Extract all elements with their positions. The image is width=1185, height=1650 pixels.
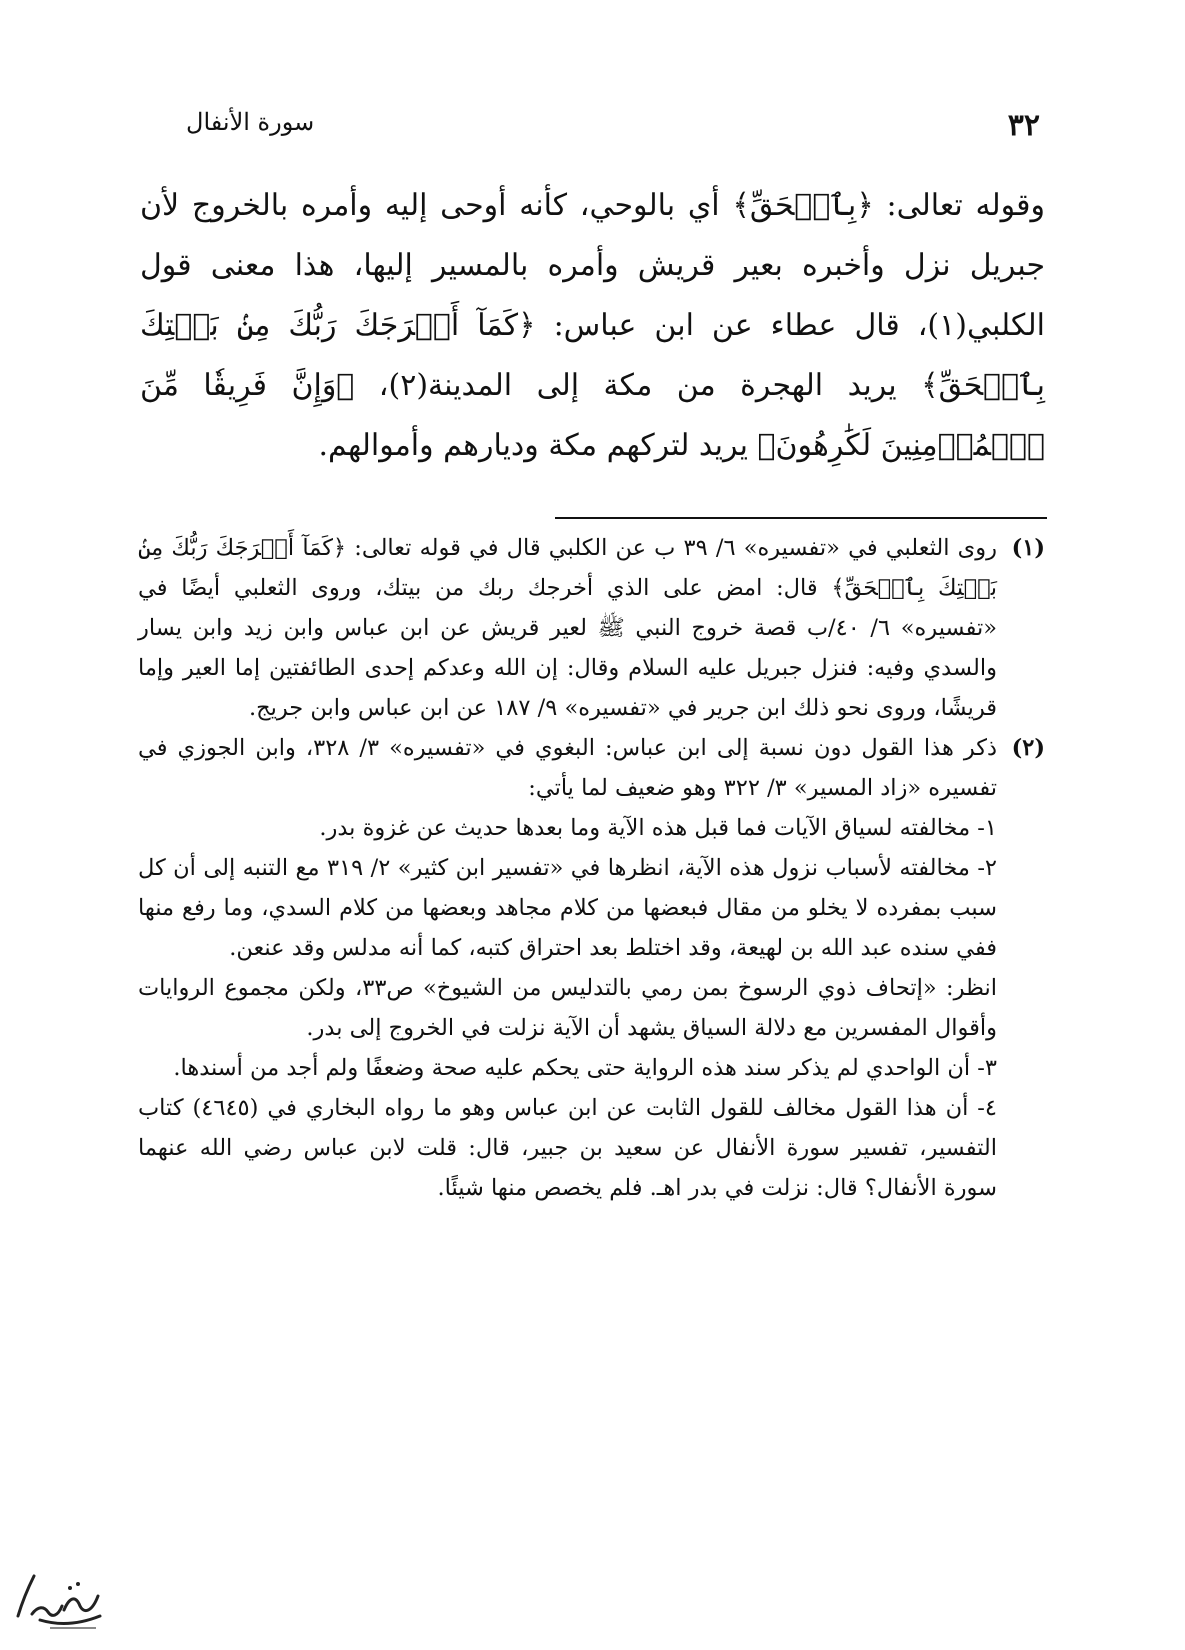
footnote-divider — [555, 517, 1047, 519]
footnote-paragraph: ٣- أن الواحدي لم يذكر سند هذه الرواية حتى يحكم عليه صحة وضعفًا ولم أجد من أسندها. — [173, 1055, 997, 1081]
footnote-2 — [138, 728, 1045, 1208]
calligraphy-logo-icon — [10, 1566, 106, 1636]
footnote-paragraph: ١- مخالفته لسياق الآيات فما قبل هذه الآية وما بعدها حديث عن غزوة بدر. — [319, 815, 997, 841]
footnote-body — [138, 528, 997, 728]
footnote-number: (٢) — [1011, 735, 1045, 761]
surah-title: سورة الأنفال — [186, 108, 315, 136]
page-number: ٣٢ — [1007, 108, 1040, 143]
footnotes — [138, 528, 1045, 1208]
footnote-paragraph: ذكر هذا القول دون نسبة إلى ابن عباس: البغوي في «تفسيره» ٣/ ٣٢٨، وابن الجوزي في تفسيره «زاد المسير» ٣/ ٣٢٢ وهو ضعيف لما يأتي: — [138, 735, 998, 801]
footnote-number: (١) — [1011, 535, 1045, 561]
main-paragraph: وقوله تعالى: ﴿بِٱلۡحَقِّ﴾ أي بالوحي، كأنه أوحى إليه وأمره بالخروج لأن جبريل نزل وأخبره بعير قريش وأمره بالمسير إليها، هذا معنى قول الكلبي(١)، قال عطاء عن ابن عباس: ﴿كَمَآ أَخۡرَجَكَ رَبُّكَ مِنۢ بَيۡتِكَ بِٱلۡحَقِّ﴾ يريد الهجرة من مكة إلى المدينة(٢)، ﴿وَإِنَّ فَرِيقٗا مِّنَ ٱلۡمُؤۡمِنِينَ لَكَٰرِهُونَ﴾ يريد لتركهم مكة وديارهم وأموالهم. — [140, 188, 1045, 463]
footnote-paragraph: روى الثعلبي في «تفسيره» ٦/ ٣٩ ب عن الكلبي قال في قوله تعالى: ﴿كَمَآ أَخۡرَجَكَ رَبُّكَ مِنۢ بَيۡتِكَ بِٱلۡحَقِّ﴾ قال: امض على الذي أخرجك ربك من بيتك، وروى الثعلبي أيضًا في «تفسيره» ٦/ ٤٠/ب قصة خروج النبي ﷺ لعير قريش عن ابن عباس وابن زيد وابن يسار والسدي وفيه: فنزل جبريل عليه السلام وقال: إن الله وعدكم إحدى الطائفتين إما العير وإما قريشًا، وروى نحو ذلك ابن جرير في «تفسيره» ٩/ ١٨٧ عن ابن عباس وابن جريج. — [138, 535, 998, 721]
page-header — [170, 100, 1040, 150]
footnote-body — [138, 728, 997, 1208]
footnote-paragraph: ٢- مخالفته لأسباب نزول هذه الآية، انظرها في «تفسير ابن كثير» ٢/ ٣١٩ مع التنبه إلى أن كل سبب بمفرده لا يخلو من مقال فبعضها من كلام مجاهد وبعضها من كلام السدي، وما رفع منها ففي سنده عبد الله بن لهيعة، وقد اختلط بعد احتراق كتبه، كما أنه مدلس وقد عنعن. — [138, 855, 998, 961]
watermark-logo — [10, 1566, 106, 1636]
footnote-paragraph: انظر: «إتحاف ذوي الرسوخ بمن رمي بالتدليس من الشيوخ» ص٣٣، ولكن مجموع الروايات وأقوال المفسرين مع دلالة السياق يشهد أن الآية نزلت في الخروج إلى بدر. — [138, 975, 997, 1041]
footnote-paragraph: ٤- أن هذا القول مخالف للقول الثابت عن ابن عباس وهو ما رواه البخاري في (٤٦٤٥) كتاب التفسير، تفسير سورة الأنفال عن سعيد بن جبير، قال: قلت لابن عباس رضي الله عنهما سورة الأنفال؟ قال: نزلت في بدر اهـ. فلم يخصص منها شيئًا. — [138, 1095, 997, 1201]
footnote-1 — [138, 528, 1045, 728]
main-text — [140, 176, 1045, 476]
